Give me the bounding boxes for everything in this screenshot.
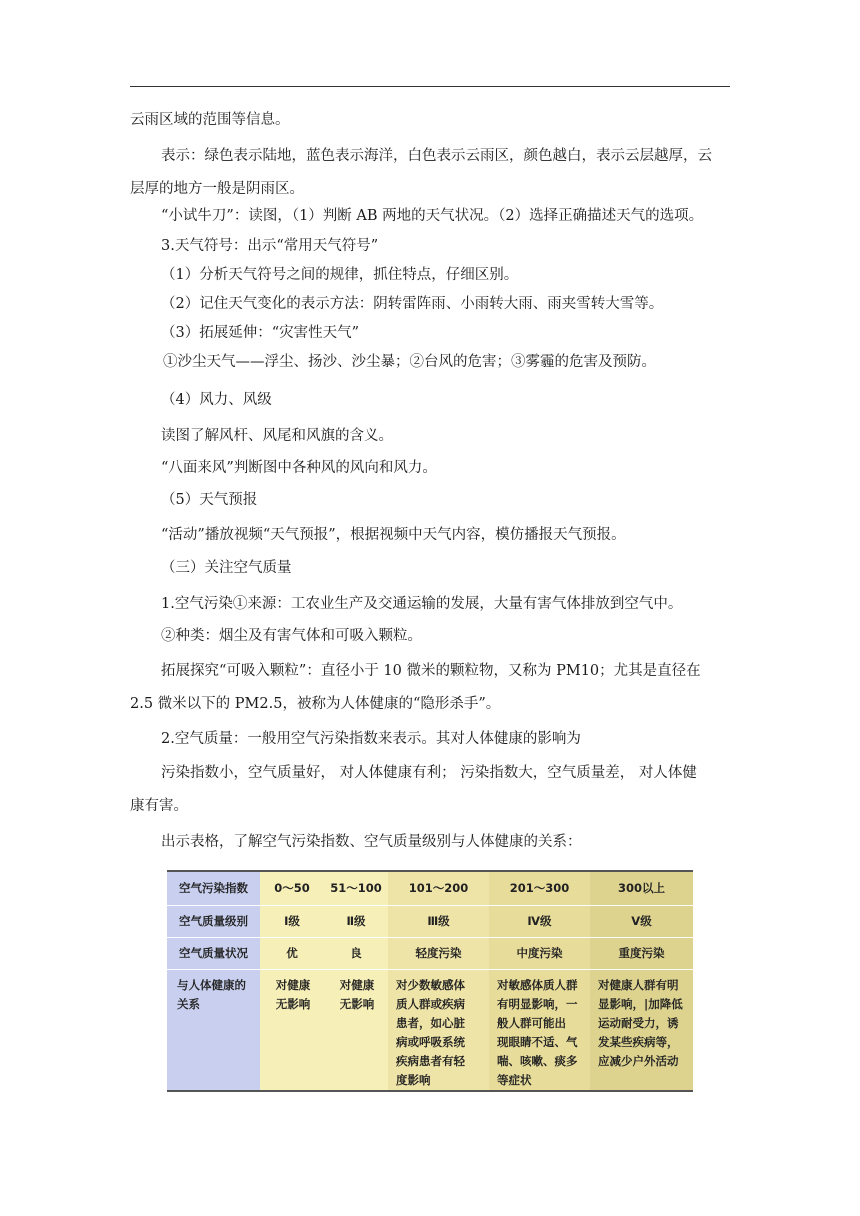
table-cell: 优 [260, 937, 324, 969]
text-line: 表示：绿色表示陆地，蓝色表示海洋，白色表示云雨区，颜色越白，表示云层越厚，云 [161, 148, 712, 164]
table-cell: 对健康 无影响 [260, 969, 324, 1091]
text-line: 3.天气符号：出示“常用天气符号” [161, 238, 379, 254]
text-line: （5）天气预报 [161, 492, 258, 508]
text-line: 1.空气污染①来源：工农业生产及交通运输的发展，大量有害气体排放到空气中。 [161, 596, 683, 612]
table-cell: Ⅴ级 [590, 905, 693, 937]
table-row [167, 871, 693, 905]
table-header-cell: 与人体健康的 关系 [167, 969, 260, 1091]
text-line: 拓展探究“可吸入颗粒”：直径小于 10 微米的颗粒物，又称为 PM10；尤其是直径在 [161, 663, 701, 679]
text-line: 污染指数小，空气质量好， 对人体健康有利； 污染指数大，空气质量差， 对人体健 [161, 765, 697, 781]
header-rule [130, 86, 730, 87]
table-cell: 对少数敏感体 质人群或疾病 患者，如心脏 病或呼吸系统 疾病患者有轻 度影响 [388, 969, 489, 1091]
table-cell: 中度污染 [489, 937, 590, 969]
text-line: 出示表格，了解空气污染指数、空气质量级别与人体健康的关系： [161, 834, 582, 850]
table-cell: Ⅰ级 [260, 905, 324, 937]
table-cell: 轻度污染 [388, 937, 489, 969]
table-header-cell: 空气质量状况 [167, 937, 260, 969]
table-cell: 101～200 [388, 871, 489, 905]
text-line: （2）记住天气变化的表示方法：阴转雷阵雨、小雨转大雨、雨夹雪转大雪等。 [161, 296, 664, 312]
table-cell: Ⅳ级 [489, 905, 590, 937]
text-line: “八面来风”判断图中各种风的风向和风力。 [161, 460, 437, 476]
text-line: （4）风力、风级 [161, 392, 272, 408]
table-cell: 对敏感体质人群 有明显影响，一 般人群可能出 现眼睛不适、气 喘、咳嗽、痰多 等症状 [489, 969, 590, 1091]
text-line: ①沙尘天气——浮尘、扬沙、沙尘暴；②台风的危害；③雾霾的危害及预防。 [163, 354, 656, 370]
text-line: ②种类：烟尘及有害气体和可吸入颗粒。 [161, 628, 422, 644]
table-cell: 0～50 [260, 871, 324, 905]
table-cell: 良 [324, 937, 388, 969]
table-cell: 对健康 无影响 [324, 969, 388, 1091]
table-header-cell: 空气污染指数 [167, 871, 260, 905]
text-line: 层厚的地方一般是阴雨区。 [130, 181, 304, 197]
text-line: “小试牛刀”：读图，（1）判断 AB 两地的天气状况。（2）选择正确描述天气的选项。 [161, 208, 704, 224]
table-cell: 51～100 [324, 871, 388, 905]
text-line: 云雨区域的范围等信息。 [130, 112, 290, 128]
table-cell: 对健康人群有明 显影响，|加降低 运动耐受力，诱 发某些疾病等， 应减少户外活动 [590, 969, 693, 1091]
table-row [167, 937, 693, 969]
text-line: （1）分析天气符号之间的规律，抓住特点，仔细区别。 [161, 267, 519, 283]
table-row [167, 905, 693, 937]
table-cell: 300以上 [590, 871, 693, 905]
text-line: 2.空气质量：一般用空气污染指数来表示。其对人体健康的影响为 [161, 731, 581, 747]
text-line: （3）拓展延伸：“灾害性天气” [161, 325, 360, 341]
table-row [167, 969, 693, 1091]
text-line: 康有害。 [130, 798, 188, 814]
text-line: 2.5 微米以下的 PM2.5，被称为人体健康的“隐形杀手”。 [130, 696, 501, 712]
text-line: 读图了解风杆、风尾和风旗的含义。 [161, 428, 393, 444]
table-cell: 201～300 [489, 871, 590, 905]
text-line: （三）关注空气质量 [161, 560, 292, 576]
table-cell: Ⅱ级 [324, 905, 388, 937]
table-header-cell: 空气质量级别 [167, 905, 260, 937]
air-quality-table [167, 870, 693, 1089]
text-line: “活动”播放视频“天气预报”，根据视频中天气内容，模仿播报天气预报。 [161, 527, 626, 543]
table-cell: Ⅲ级 [388, 905, 489, 937]
table-cell: 重度污染 [590, 937, 693, 969]
